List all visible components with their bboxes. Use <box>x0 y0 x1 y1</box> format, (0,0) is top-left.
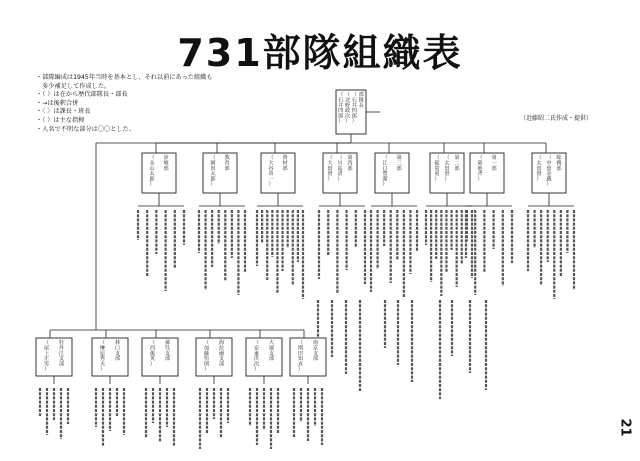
note-line: ・部隊編成は1945年当時を基本とし、それ以前にあった組織も <box>36 74 213 81</box>
department-box-name: （大谷章一） <box>268 155 274 188</box>
credit-line: （近藤昭二氏作成・提供） <box>520 115 593 122</box>
department-box-name: （園田太郎） <box>210 155 216 188</box>
branch-box-label: 牡丹江支部 <box>58 340 65 368</box>
department-box-name: （川島清） <box>337 155 343 183</box>
department-box-name: （中留金蔵） <box>546 155 552 188</box>
note-line: ・（ ）は在から歴代部隊長・部長 <box>36 91 128 99</box>
note-line: ・（ ）は主な指揮 <box>36 116 85 124</box>
department-box <box>375 153 409 193</box>
branch-box-label: 大連支部 <box>268 340 275 363</box>
branch-box-name: （榊原秀夫） <box>99 340 106 373</box>
branch-box <box>36 338 72 376</box>
department-box-label: 教育部 <box>224 155 230 172</box>
department-box-name: （太田澄） <box>444 155 450 183</box>
root-box-name: （石井四郎） <box>338 92 344 125</box>
department-box <box>142 153 176 193</box>
department-box-label: 第一部 <box>491 155 497 172</box>
note-line: ・人名で不明な部分は〇〇とした。 <box>36 125 135 133</box>
root-box-name: （石井四郎） <box>351 92 358 125</box>
department-box-label: 診療部 <box>163 155 169 172</box>
root-box-name: （北野政次） <box>344 92 351 125</box>
page-title: 731部隊組織表 <box>177 31 463 75</box>
branch-box-name: （尾上正男） <box>43 340 50 373</box>
branch-box-label: 海拉爾支部 <box>218 340 225 368</box>
note-line: 多少補足して作成した。 <box>36 82 111 90</box>
department-box <box>261 153 295 193</box>
department-box-name: （太田澄） <box>536 155 542 183</box>
department-box-name: （碇常重） <box>434 155 440 183</box>
department-box <box>470 153 504 193</box>
branch-box <box>142 338 178 376</box>
department-box-label: 総務部 <box>556 155 562 172</box>
branch-box-label: 南京支部 <box>312 340 319 363</box>
branch-box <box>290 338 326 376</box>
department-box-label: 第三部 <box>396 155 402 172</box>
note-line: ・→は後釈合併 <box>36 99 79 107</box>
department-box <box>203 153 237 193</box>
branch-box-name: （西俊英） <box>149 340 156 368</box>
branch-box-label: 林口支部 <box>114 340 121 363</box>
branch-box <box>196 338 232 376</box>
root-box-label: 部隊長 <box>358 92 364 109</box>
branch-box-label: 孫呉支部 <box>164 340 171 363</box>
department-box-name: （永山太郎） <box>149 155 155 188</box>
department-box-label: 資材部 <box>282 155 288 172</box>
department-box-label: 第二部 <box>454 155 460 172</box>
department-box-label: 第四部 <box>347 155 353 172</box>
branch-box-name: （加藤恒則） <box>203 340 210 373</box>
department-box-name: （江口豊潔） <box>382 155 388 188</box>
department-box-name: （菊地斉） <box>477 155 483 183</box>
department-box-name: （大田澄） <box>327 155 333 183</box>
page-number: 21 <box>617 418 633 437</box>
branch-box <box>92 338 128 376</box>
branch-box <box>246 338 282 376</box>
branch-box-name: （増田知貞） <box>297 340 304 373</box>
note-line: ・〈 〉は課長・班長 <box>36 108 91 116</box>
branch-box-name: （安東洪次） <box>253 340 260 373</box>
